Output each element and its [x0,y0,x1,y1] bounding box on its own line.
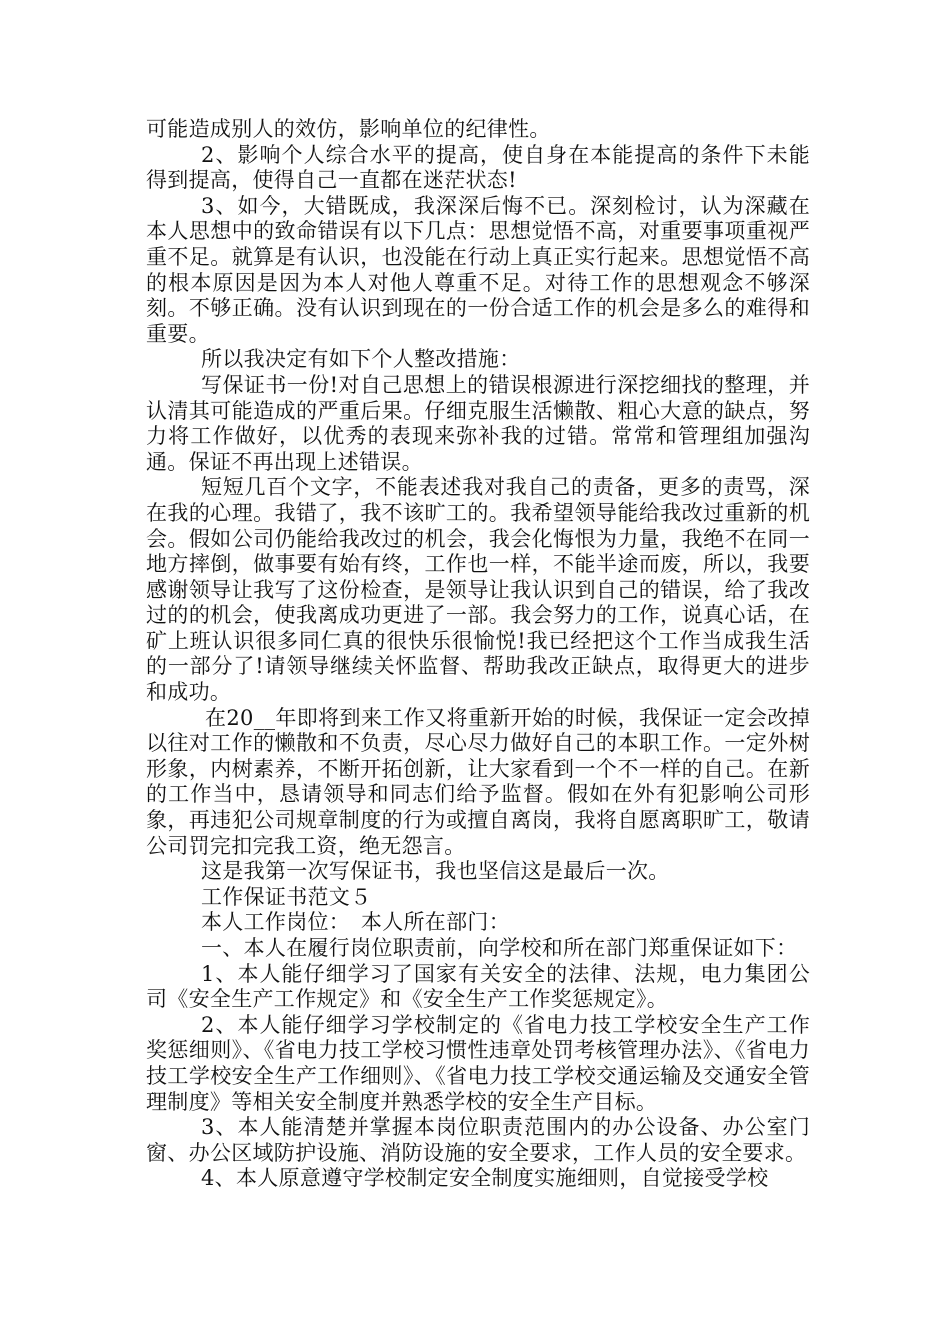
section-title: 工作保证书范文５ [201,884,372,909]
paragraph-2: 2、影响个人综合水平的提高，使自身在本能提高的条件下未能得到提高，使得自己一直都在迷茫状态! [146,142,810,193]
paragraph-5: 写保证书一份!对自己思想上的错误根源进行深挖细找的整理，并认清其可能造成的严重后果。仔细克服生活懒散、粗心大意的缺点，努力将工作做好，以优秀的表现来弥补我的过错。常常和管理组加强沟通。保证不再出现上述错误。 [146,372,810,474]
paragraph-10: 本人工作岗位： 本人所在部门： [201,910,510,935]
document-page [146,117,810,1192]
paragraph-6: 短短几百个文字，不能表述我对我自己的责备，更多的责骂，深在我的心理。我错了，我不该旷工的。我希望领导能给我改过重新的机会。假如公司仍能给我改过的机会，我会化悔恨为力量，我绝不在同一地方摔倒，做事要有始有终，工作也一样，不能半途而废，所以，我要感谢领导让我写了这份检查，是领导让我认识到自己的错误，给了我改过的的机会，使我离成功更进了一部。我会努力的工作，说真心话，在矿上班认识很多同仁真的很快乐很愉悦!我已经把这个工作当成我生活的一部分了!请领导继续关怀监督、帮助我改正缺点，取得更大的进步和成功。 [146,475,810,705]
paragraph-13: 2、本人能仔细学习学校制定的《省电力技工学校安全生产工作奖惩细则》、《省电力技工学校习惯性违章处罚考核管理办法》、《省电力技工学校安全生产工作细则》、《省电力技工学校交通运输及交通安全管理制度》等相关安全制度并熟悉学校的安全生产目标。 [146,1012,810,1114]
paragraph-12: 1、本人能仔细学习了国家有关安全的法律、法规，电力集团公司《安全生产工作规定》和《安全生产工作奖惩规定》。 [146,961,810,1012]
paragraph-7: 在20__年即将到来工作又将重新开始的时候，我保证一定会改掉以往对工作的懒散和不负责，尽心尽力做好自己的本职工作。一定外树形象，内树素养，不断开拓创新，让大家看到一个不一样的自己。在新的工作当中，恳请领导和同志们给予监督。假如在外有犯影响公司形象，再违犯公司规章制度的行为或擅自离岗，我将自愿离职旷工，敬请公司罚完扣完我工资，绝无怨言。 [146,705,810,858]
paragraph-15: 4、本人原意遵守学校制定安全制度实施细则，自觉接受学校 [201,1166,769,1191]
paragraph-3: 3、如今，大错既成，我深深后悔不已。深刻检讨，认为深藏在本人思想中的致命错误有以下几点：思想觉悟不高，对重要事项重视严重不足。就算是有认识，也没能在行动上真正实行起来。思想觉悟不高的根本原因是因为本人对他人尊重不足。对待工作的思想观念不够深刻。不够正确。没有认识到现在的一份合适工作的机会是多么的难得和重要。 [146,193,810,346]
paragraph-11: 一、本人在履行岗位职责前，向学校和所在部门郑重保证如下： [201,936,798,960]
paragraph-4: 所以我决定有如下个人整改措施： [201,347,521,372]
paragraph-14: 3、本人能清楚并掌握本岗位职责范围内的办公设备、办公室门窗、办公区域防护设施、消防设施的安全要求，工作人员的安全要求。 [146,1115,810,1165]
paragraph-1: 可能造成别人的效仿，影响单位的纪律性。 [146,117,551,141]
paragraph-8: 这是我第一次写保证书，我也坚信这是最后一次。 [201,859,670,884]
